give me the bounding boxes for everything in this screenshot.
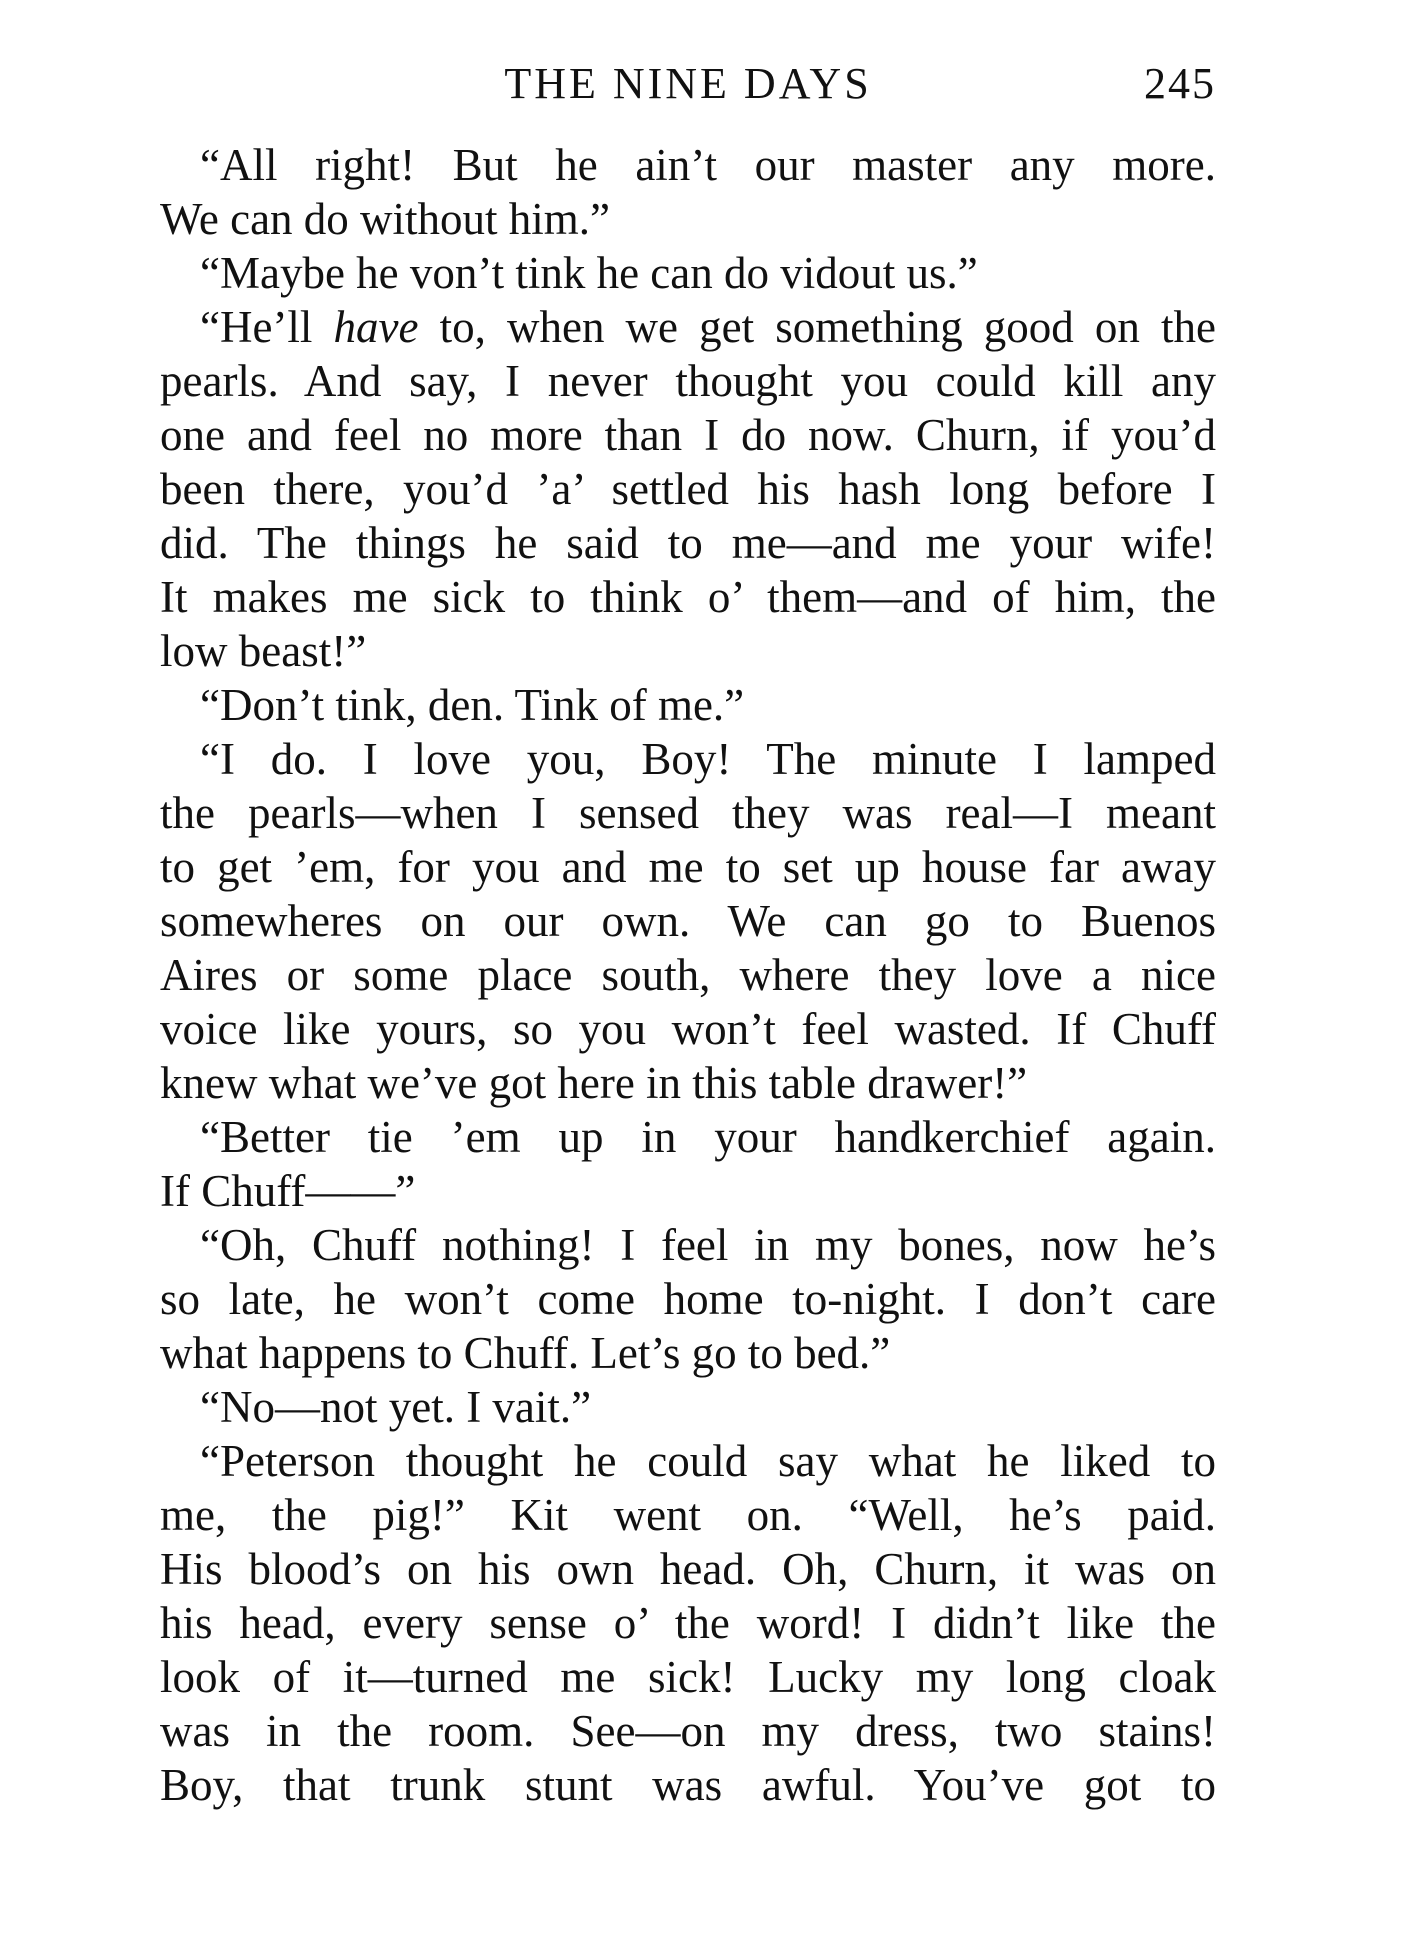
page-number: 245 (1144, 59, 1216, 108)
text-line: his head, every sense o’ the word! I didn’t like the (160, 1598, 1216, 1648)
text-line: what happens to Chuff. Let’s go to bed.” (160, 1328, 891, 1378)
page-header (160, 58, 1216, 128)
body-text (160, 138, 1216, 1812)
text-line: me, the pig!” Kit went on. “Well, he’s paid. (160, 1490, 1216, 1540)
text-line: His blood’s on his own head. Oh, Churn, it was on (160, 1544, 1216, 1594)
emphasized-word: have (333, 302, 419, 352)
text-line: It makes me sick to think o’ them—and of him, the (160, 572, 1216, 622)
text-line: “Peterson thought he could say what he liked to (200, 1436, 1216, 1486)
text-line: knew what we’ve got here in this table drawer!” (160, 1058, 1028, 1108)
text-line: Aires or some place south, where they love a nice (160, 950, 1216, 1000)
text-line: “Oh, Chuff nothing! I feel in my bones, now he’s (200, 1220, 1216, 1270)
text-line: look of it—turned me sick! Lucky my long cloak (160, 1652, 1216, 1702)
text-line: “All right! But he ain’t our master any more. (200, 140, 1216, 190)
text-line: somewheres on our own. We can go to Buenos (160, 896, 1216, 946)
text-segment: to, when we get something good on the (439, 302, 1217, 352)
text-line: the pearls—when I sensed they was real—I meant (160, 788, 1216, 838)
running-title: THE NINE DAYS (504, 59, 872, 108)
text-line (160, 300, 1216, 354)
text-segment: “He’ll (200, 302, 313, 352)
text-line: was in the room. See—on my dress, two stains! (160, 1706, 1216, 1756)
text-line: “Maybe he von’t tink he can do vidout us.” (200, 248, 978, 298)
text-line: voice like yours, so you won’t feel wasted. If Chuff (160, 1004, 1216, 1054)
text-line: We can do without him.” (160, 194, 611, 244)
text-line: “Don’t tink, den. Tink of me.” (200, 680, 745, 730)
text-line: did. The things he said to me—and me your wife! (160, 518, 1216, 568)
text-line: “No—not yet. I vait.” (200, 1382, 592, 1432)
text-line: pearls. And say, I never thought you could kill any (160, 356, 1216, 406)
text-line: “I do. I love you, Boy! The minute I lamped (200, 734, 1216, 784)
text-line: one and feel no more than I do now. Churn, if you’d (160, 410, 1216, 460)
text-line: been there, you’d ’a’ settled his hash long before I (160, 464, 1216, 514)
text-line: “Better tie ’em up in your handkerchief again. (200, 1112, 1216, 1162)
text-line: If Chuff——” (160, 1166, 416, 1216)
text-line: to get ’em, for you and me to set up house far away (160, 842, 1216, 892)
text-line: Boy, that trunk stunt was awful. You’ve got to (160, 1760, 1216, 1810)
text-line: so late, he won’t come home to-night. I don’t care (160, 1274, 1216, 1324)
text-line: low beast!” (160, 626, 367, 676)
